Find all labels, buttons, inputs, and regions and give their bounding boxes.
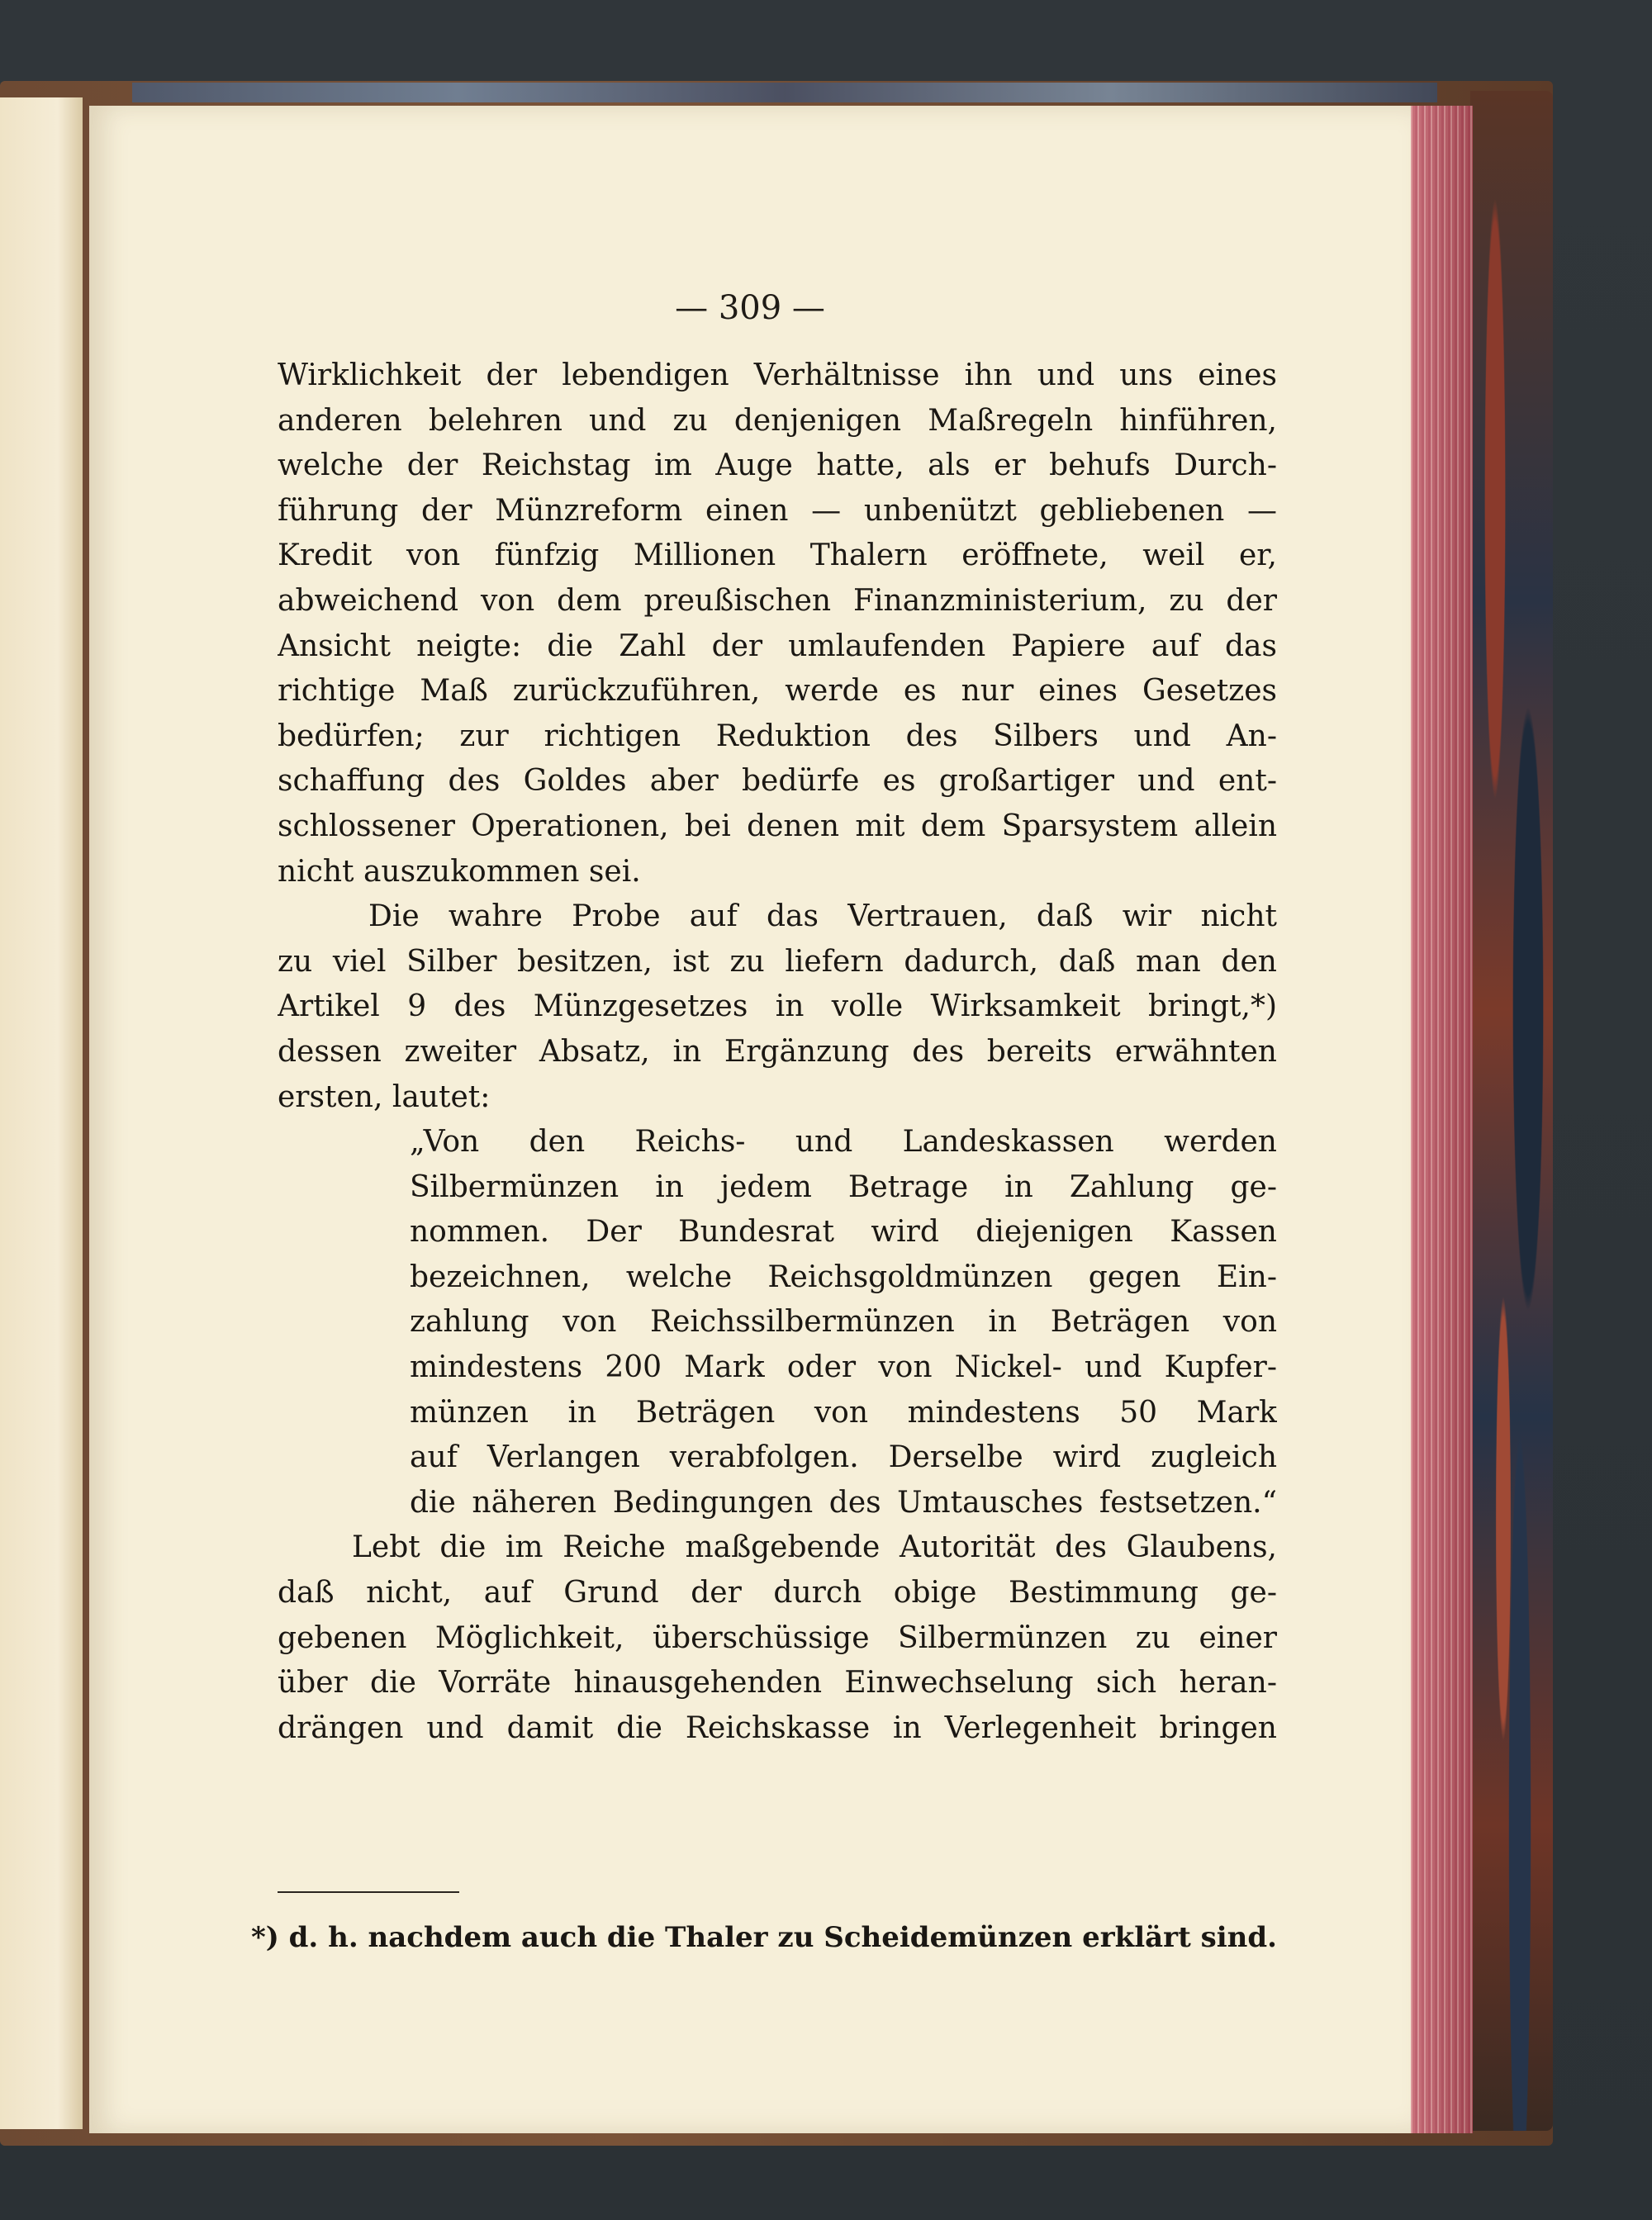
text-line: welche der Reichstag im Auge hatte, als er behufs Durch- — [278, 448, 1277, 483]
quote-line: die näheren Bedingungen des Umtausches festsetzen.“ — [410, 1485, 1277, 1520]
book-page — [89, 106, 1411, 2133]
text-line: drängen und damit die Reichskasse in Verlegenheit bringen — [278, 1710, 1277, 1745]
cover-top-edge — [132, 83, 1437, 102]
quote-line: nommen. Der Bundesrat wird diejenigen Kassen — [410, 1215, 1277, 1250]
text-line: abweichend von dem preußischen Finanzministerium, zu der — [278, 583, 1277, 618]
text-line: dessen zweiter Absatz, in Ergänzung des bereits erwähnten — [278, 1034, 1277, 1069]
text-line: daß nicht, auf Grund der durch obige Bestimmung ge- — [278, 1576, 1277, 1610]
text-line: Wirklichkeit der lebendigen Verhältnisse ihn und uns eines — [278, 358, 1277, 392]
text-line: führung der Münzreform einen — unbenützt gebliebenen — — [278, 493, 1277, 528]
text-line: anderen belehren und zu denjenigen Maßregeln hinführen, — [278, 403, 1277, 438]
text-line: ersten, lautet: — [278, 1079, 491, 1114]
red-page-edges — [1408, 106, 1473, 2133]
text-line: nicht auszukommen sei. — [278, 854, 641, 889]
quote-line: münzen in Beträgen von mindestens 50 Mark — [410, 1395, 1277, 1430]
text-line: gebenen Möglichkeit, überschüssige Silbermünzen zu einer — [278, 1620, 1277, 1655]
quote-line: bezeichnen, welche Reichsgoldmünzen gegen Ein- — [410, 1259, 1277, 1294]
quote-line: zahlung von Reichssilbermünzen in Beträgen von — [410, 1305, 1277, 1340]
text-line: schaffung des Goldes aber bedürfe es großartiger und ent- — [278, 764, 1277, 799]
page-number: — 309 — — [675, 289, 825, 327]
text-line: über die Vorräte hinausgehenden Einwechselung sich heran- — [278, 1666, 1277, 1701]
text-line: richtige Maß zurückzuführen, werde es nur eines Gesetzes — [278, 674, 1277, 709]
quote-line: mindestens 200 Mark oder von Nickel- und Kupfer- — [410, 1350, 1277, 1385]
left-page-sliver — [0, 97, 83, 2129]
footnote-rule — [278, 1891, 459, 1893]
text-line: bedürfen; zur richtigen Reduktion des Silbers und An- — [278, 719, 1277, 753]
quote-line: Silbermünzen in jedem Betrage in Zahlung ge- — [410, 1169, 1277, 1204]
marbled-board-edge — [1470, 91, 1553, 2131]
block-quote — [410, 1120, 1277, 1525]
text-line: zu viel Silber besitzen, ist zu liefern dadurch, daß man den — [278, 944, 1277, 979]
main-text — [278, 353, 1277, 1751]
quote-line: „Von den Reichs- und Landeskassen werden — [410, 1125, 1277, 1160]
text-line: Kredit von fünfzig Millionen Thalern eröffnete, weil er, — [278, 538, 1277, 573]
footnote: *) d. h. nachdem auch die Thaler zu Scheidemünzen erklärt sind. — [250, 1921, 1277, 1954]
quote-line: auf Verlangen verabfolgen. Derselbe wird zugleich — [410, 1440, 1277, 1475]
text-line: Artikel 9 des Münzgesetzes in volle Wirksamkeit bringt,*) — [278, 989, 1277, 1024]
text-line: schlossener Operationen, bei denen mit dem Sparsystem allein — [278, 809, 1277, 843]
text-line: Lebt die im Reiche maßgebende Autorität des Glaubens, — [352, 1530, 1277, 1565]
text-line: Ansicht neigte: die Zahl der umlaufenden Papiere auf das — [278, 629, 1277, 663]
text-line: Die wahre Probe auf das Vertrauen, daß wir nicht — [368, 899, 1277, 934]
